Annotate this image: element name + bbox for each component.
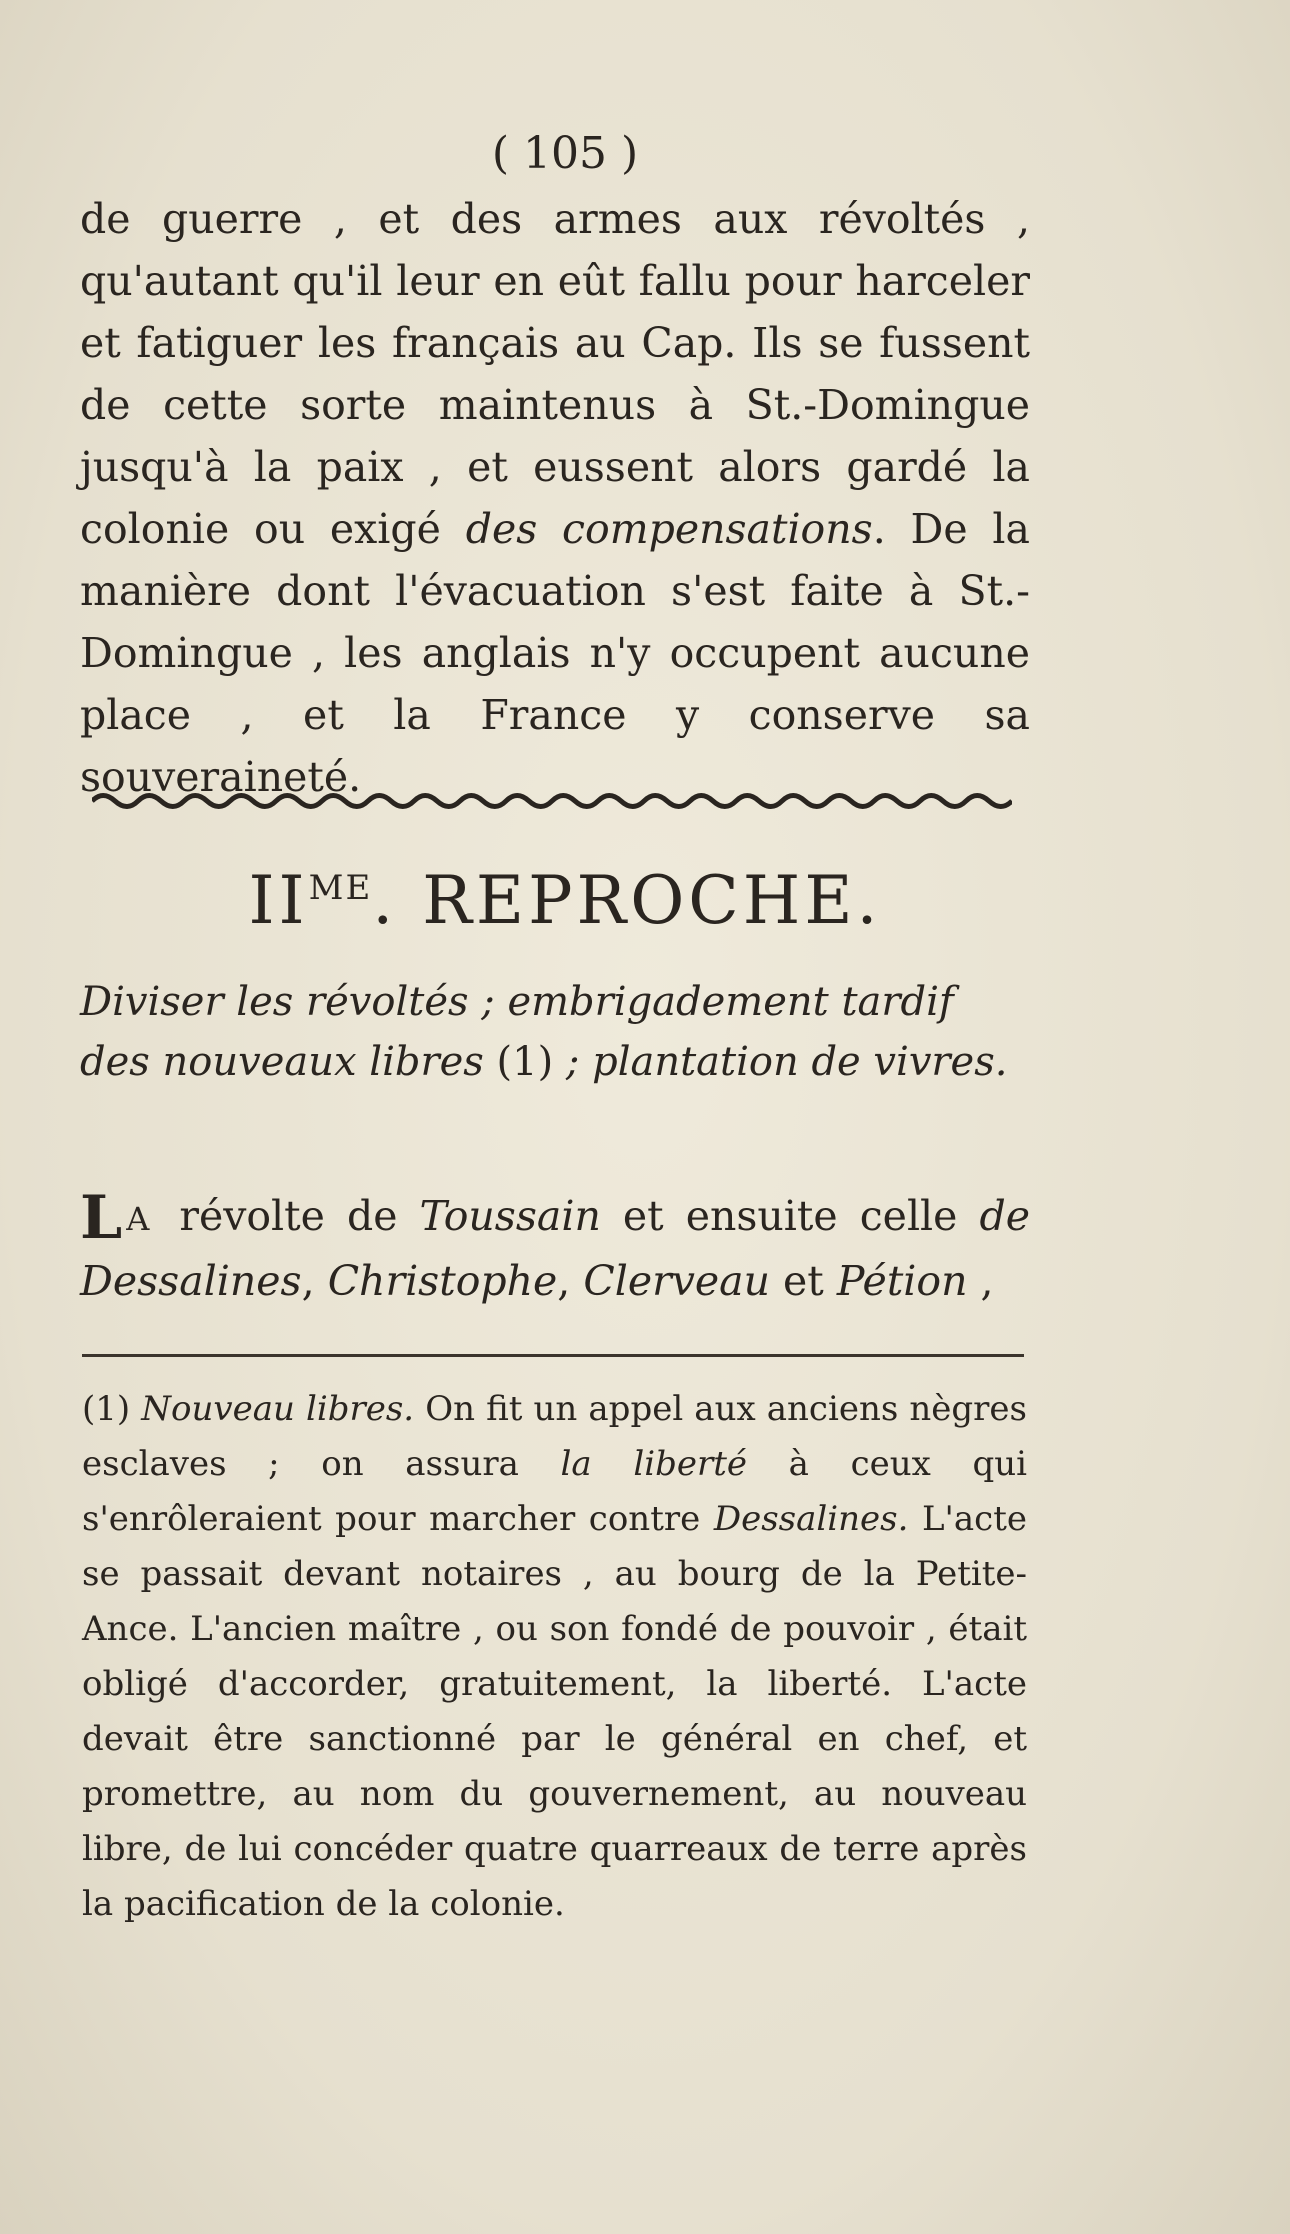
paragraph-1-italic: des compensations [465, 505, 873, 553]
paragraph-2-text-a: révolte de [157, 1192, 420, 1240]
page-number: ( 105 ) [491, 128, 639, 179]
wavy-ornament-divider [92, 786, 1012, 816]
paragraph-2 [80, 1185, 1030, 1312]
heading-numeral: II [248, 862, 309, 939]
footnote-marker: (1) [82, 1389, 142, 1429]
footnote-dessalines: Dessalines. [713, 1499, 909, 1539]
footnote-liberte: la liberté [560, 1444, 748, 1484]
summary-text-a: Diviser les révoltés ; embrigadement tardif des nouveaux libres [80, 979, 954, 1085]
name-dessalines: de Dessalines [80, 1192, 1031, 1305]
footnote [82, 1382, 1027, 1932]
name-toussain: Toussain [419, 1192, 601, 1240]
section-summary [80, 972, 1030, 1092]
paragraph-2-text-b: et ensuite celle [600, 1192, 980, 1240]
paragraph-2-sep-1: , [301, 1257, 328, 1305]
paragraph-2-text-c: et [770, 1257, 837, 1305]
paragraph-2-sep-2: , [557, 1257, 584, 1305]
paragraph-2-text-d: , [967, 1257, 994, 1305]
paragraph-1-text-b: . De la manière dont l'évacuation s'est faite à St.-Domingue , les anglais n'y occupent aucune place , et la France y conserve sa souveraineté. [80, 505, 1030, 801]
summary-text-b: ; plantation de vivres. [565, 1039, 1008, 1085]
heading-title: . REPROCHE. [372, 862, 882, 939]
paragraph-1 [80, 188, 1030, 808]
paragraph-1-text-a: de guerre , et des armes aux révoltés , qu'autant qu'il leur en eût fallu pour harceler et fatiguer les français au Cap. Ils se fussent de cette sorte maintenus à St.-Domingue jusqu'à la paix , et eussent alors gardé la colonie ou exigé [80, 195, 1030, 553]
name-clerveau: Clerveau [583, 1257, 770, 1305]
footnote-text-b: à ceux qui s'enrôleraient pour marcher contre [82, 1444, 1027, 1539]
footnote-label: Nouveau libres. [141, 1389, 415, 1429]
heading-superscript: ME [308, 868, 373, 908]
footnote-text-a: On fit un appel aux anciens nègres esclaves ; on assura [82, 1389, 1027, 1484]
footnote-rule [82, 1354, 1024, 1357]
name-christophe: Christophe [327, 1257, 558, 1305]
small-cap: A [126, 1200, 150, 1238]
drop-cap: L [80, 1183, 123, 1253]
name-petion: Pétion [836, 1257, 968, 1305]
section-heading [0, 862, 1130, 939]
footnote-reference: (1) [483, 1039, 566, 1085]
footnote-text-c: L'acte se passait devant notaires , au bourg de la Petite-Ance. L'ancien maître , ou son fondé de pouvoir , était obligé d'accorder, gratuitement, la liberté. L'acte devait être sanctionné par le général en chef, et promettre, au nom du gouvernement, au nouveau libre, de lui concéder quatre quarreaux de terre après la pacification de la colonie. [82, 1499, 1027, 1924]
